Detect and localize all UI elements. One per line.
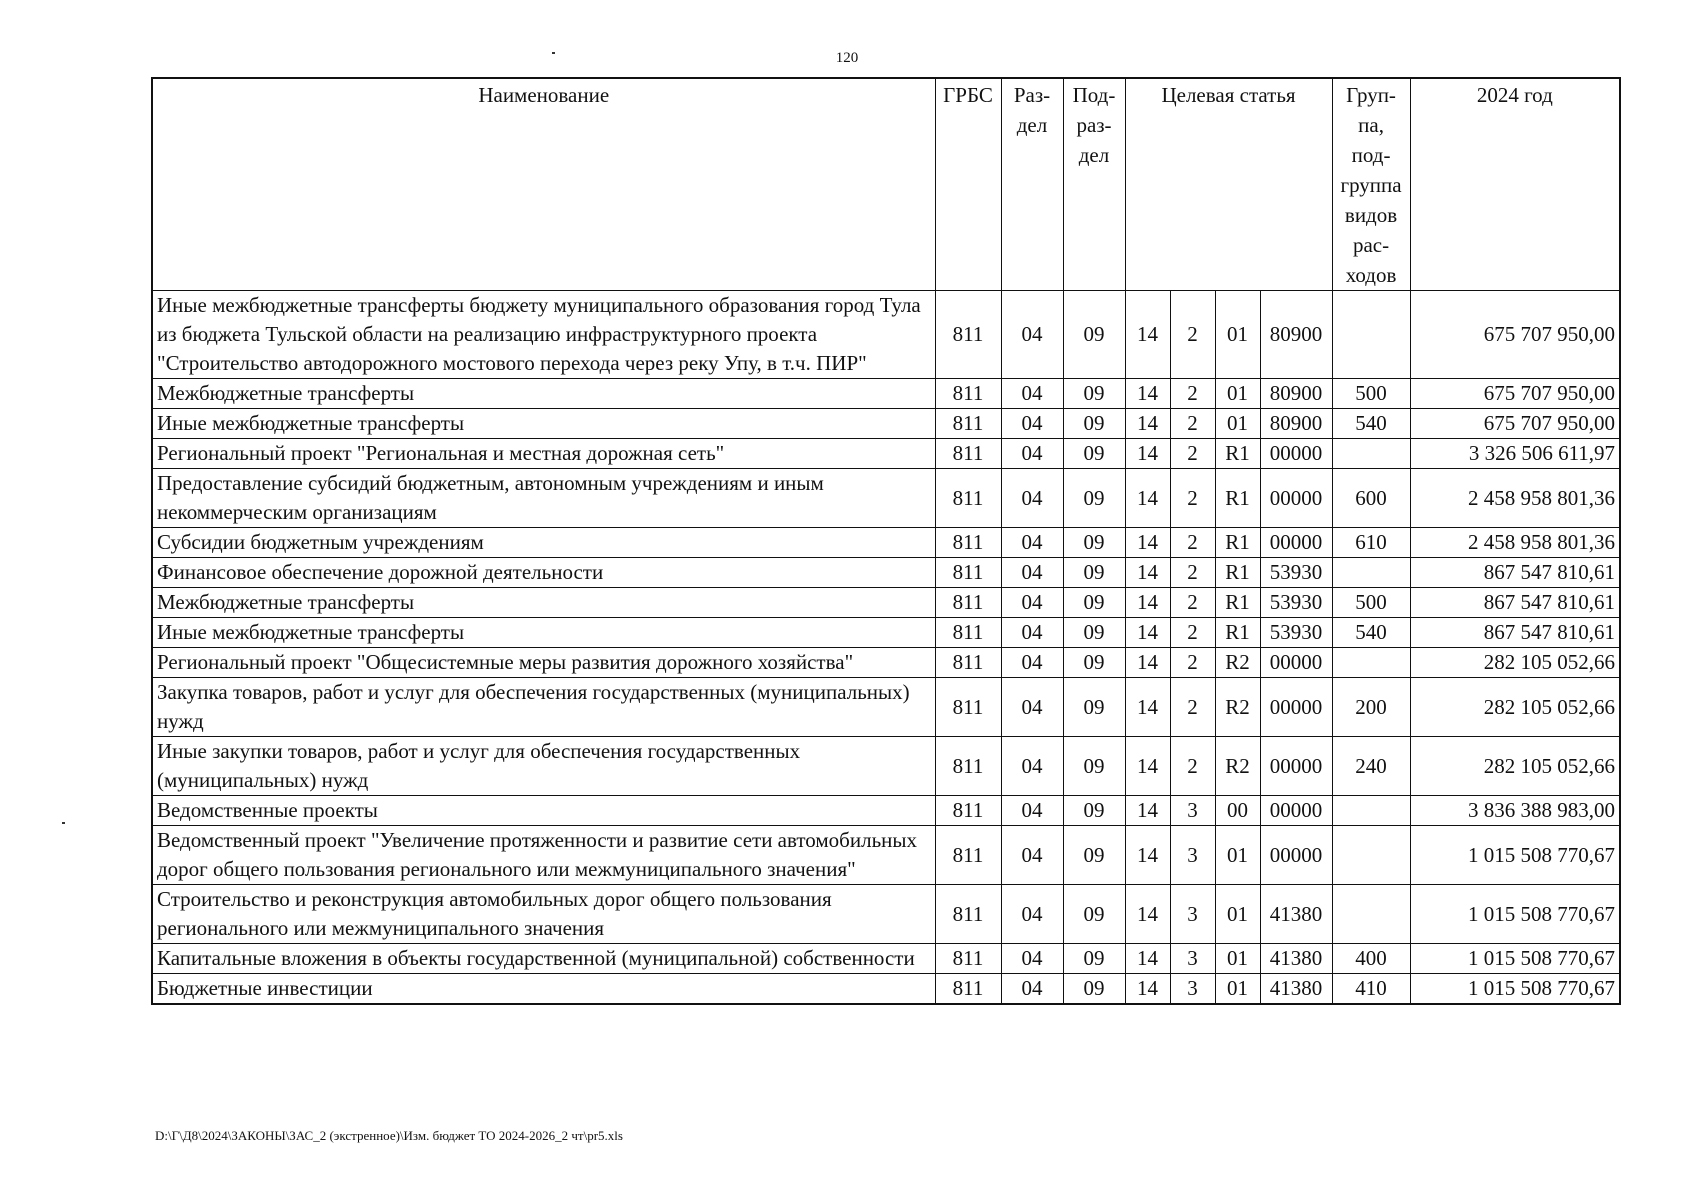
row-target-project: R2 [1215, 678, 1260, 737]
row-target-type: 2 [1170, 291, 1215, 379]
row-grbs: 811 [935, 678, 1001, 737]
row-podrazdel: 09 [1063, 974, 1125, 1005]
row-target-direction: 00000 [1260, 469, 1332, 528]
table-row [152, 379, 1620, 409]
row-name: Региональный проект "Региональная и местная дорожная сеть" [152, 439, 935, 469]
row-amount: 675 707 950,00 [1410, 379, 1620, 409]
header-podrazdel: Под- раз- дел [1063, 78, 1125, 291]
row-amount: 1 015 508 770,67 [1410, 944, 1620, 974]
row-target-program: 14 [1125, 826, 1170, 885]
row-target-program: 14 [1125, 737, 1170, 796]
row-name: Межбюджетные трансферты [152, 588, 935, 618]
row-podrazdel: 09 [1063, 528, 1125, 558]
row-expense-group: 500 [1332, 588, 1410, 618]
row-target-type: 2 [1170, 409, 1215, 439]
row-name: Иные межбюджетные трансферты бюджету муниципального образования город Тула из бюджета Тульской области на реализацию инфраструктурного проекта "Строительство автодорожного мостового перехода через реку Упу, в т.ч. ПИР" [152, 291, 935, 379]
row-podrazdel: 09 [1063, 469, 1125, 528]
row-grbs: 811 [935, 618, 1001, 648]
table-row [152, 974, 1620, 1005]
table-row [152, 678, 1620, 737]
row-target-project: R1 [1215, 588, 1260, 618]
row-target-project: 01 [1215, 885, 1260, 944]
table-row [152, 409, 1620, 439]
table-row [152, 826, 1620, 885]
row-amount: 282 105 052,66 [1410, 737, 1620, 796]
row-podrazdel: 09 [1063, 678, 1125, 737]
row-amount: 3 836 388 983,00 [1410, 796, 1620, 826]
row-target-direction: 00000 [1260, 648, 1332, 678]
row-name: Ведомственные проекты [152, 796, 935, 826]
row-podrazdel: 09 [1063, 944, 1125, 974]
row-target-program: 14 [1125, 944, 1170, 974]
row-razdel: 04 [1001, 618, 1063, 648]
row-podrazdel: 09 [1063, 409, 1125, 439]
row-target-program: 14 [1125, 439, 1170, 469]
row-podrazdel: 09 [1063, 826, 1125, 885]
row-target-project: R1 [1215, 439, 1260, 469]
row-grbs: 811 [935, 885, 1001, 944]
row-target-program: 14 [1125, 379, 1170, 409]
table-row [152, 588, 1620, 618]
row-target-project: 01 [1215, 944, 1260, 974]
row-target-direction: 41380 [1260, 944, 1332, 974]
row-amount: 282 105 052,66 [1410, 678, 1620, 737]
row-amount: 867 547 810,61 [1410, 558, 1620, 588]
row-amount: 1 015 508 770,67 [1410, 826, 1620, 885]
row-target-program: 14 [1125, 558, 1170, 588]
table-row [152, 291, 1620, 379]
header-target-article: Целевая статья [1125, 78, 1332, 291]
row-target-direction: 80900 [1260, 409, 1332, 439]
row-razdel: 04 [1001, 588, 1063, 618]
row-target-direction: 00000 [1260, 439, 1332, 469]
row-amount: 867 547 810,61 [1410, 618, 1620, 648]
row-target-type: 2 [1170, 737, 1215, 796]
row-expense-group: 540 [1332, 618, 1410, 648]
budget-table [151, 77, 1621, 1005]
row-grbs: 811 [935, 974, 1001, 1005]
row-grbs: 811 [935, 409, 1001, 439]
table-header-row [152, 78, 1620, 291]
row-razdel: 04 [1001, 796, 1063, 826]
row-target-direction: 80900 [1260, 379, 1332, 409]
row-amount: 1 015 508 770,67 [1410, 885, 1620, 944]
row-razdel: 04 [1001, 974, 1063, 1005]
row-name: Строительство и реконструкция автомобильных дорог общего пользования регионального или межмуниципального значения [152, 885, 935, 944]
row-expense-group: 200 [1332, 678, 1410, 737]
row-target-program: 14 [1125, 648, 1170, 678]
row-target-program: 14 [1125, 588, 1170, 618]
row-target-project: R2 [1215, 648, 1260, 678]
row-target-direction: 00000 [1260, 826, 1332, 885]
row-name: Капитальные вложения в объекты государственной (муниципальной) собственности [152, 944, 935, 974]
row-expense-group [1332, 826, 1410, 885]
row-target-type: 3 [1170, 885, 1215, 944]
row-expense-group [1332, 291, 1410, 379]
row-name: Финансовое обеспечение дорожной деятельности [152, 558, 935, 588]
row-podrazdel: 09 [1063, 558, 1125, 588]
row-target-direction: 00000 [1260, 528, 1332, 558]
header-name: Наименование [152, 78, 935, 291]
row-grbs: 811 [935, 826, 1001, 885]
row-razdel: 04 [1001, 944, 1063, 974]
row-razdel: 04 [1001, 409, 1063, 439]
row-expense-group: 500 [1332, 379, 1410, 409]
row-grbs: 811 [935, 439, 1001, 469]
row-target-project: 01 [1215, 379, 1260, 409]
header-grbs: ГРБС [935, 78, 1001, 291]
row-target-project: R1 [1215, 618, 1260, 648]
table-row [152, 944, 1620, 974]
row-target-project: 01 [1215, 409, 1260, 439]
row-grbs: 811 [935, 737, 1001, 796]
row-podrazdel: 09 [1063, 379, 1125, 409]
row-target-project: R2 [1215, 737, 1260, 796]
row-razdel: 04 [1001, 885, 1063, 944]
row-target-project: 01 [1215, 974, 1260, 1005]
table-row [152, 439, 1620, 469]
row-target-type: 2 [1170, 379, 1215, 409]
row-expense-group: 610 [1332, 528, 1410, 558]
row-target-type: 3 [1170, 796, 1215, 826]
row-expense-group: 240 [1332, 737, 1410, 796]
row-target-direction: 41380 [1260, 885, 1332, 944]
row-expense-group: 540 [1332, 409, 1410, 439]
row-grbs: 811 [935, 469, 1001, 528]
row-amount: 2 458 958 801,36 [1410, 528, 1620, 558]
scan-speck [62, 822, 65, 824]
row-target-direction: 00000 [1260, 678, 1332, 737]
row-grbs: 811 [935, 944, 1001, 974]
row-grbs: 811 [935, 291, 1001, 379]
row-target-direction: 53930 [1260, 618, 1332, 648]
row-target-type: 3 [1170, 944, 1215, 974]
row-target-program: 14 [1125, 796, 1170, 826]
row-target-direction: 00000 [1260, 796, 1332, 826]
row-name: Межбюджетные трансферты [152, 379, 935, 409]
row-target-project: 00 [1215, 796, 1260, 826]
row-target-direction: 53930 [1260, 588, 1332, 618]
table-row [152, 737, 1620, 796]
row-podrazdel: 09 [1063, 618, 1125, 648]
row-target-program: 14 [1125, 885, 1170, 944]
row-razdel: 04 [1001, 678, 1063, 737]
row-podrazdel: 09 [1063, 648, 1125, 678]
row-target-project: 01 [1215, 826, 1260, 885]
row-target-program: 14 [1125, 469, 1170, 528]
row-target-type: 2 [1170, 558, 1215, 588]
table-row [152, 558, 1620, 588]
row-razdel: 04 [1001, 439, 1063, 469]
row-podrazdel: 09 [1063, 737, 1125, 796]
header-razdel: Раз- дел [1001, 78, 1063, 291]
row-target-project: 01 [1215, 291, 1260, 379]
row-podrazdel: 09 [1063, 439, 1125, 469]
row-name: Субсидии бюджетным учреждениям [152, 528, 935, 558]
row-name: Закупка товаров, работ и услуг для обеспечения государственных (муниципальных) нужд [152, 678, 935, 737]
table-row [152, 648, 1620, 678]
row-target-program: 14 [1125, 974, 1170, 1005]
row-name: Иные межбюджетные трансферты [152, 409, 935, 439]
row-name: Предоставление субсидий бюджетным, автономным учреждениям и иным некоммерческим организациям [152, 469, 935, 528]
row-target-direction: 00000 [1260, 737, 1332, 796]
row-expense-group: 600 [1332, 469, 1410, 528]
row-grbs: 811 [935, 528, 1001, 558]
row-podrazdel: 09 [1063, 885, 1125, 944]
row-grbs: 811 [935, 648, 1001, 678]
scan-speck [552, 52, 555, 54]
row-target-program: 14 [1125, 528, 1170, 558]
row-target-type: 3 [1170, 826, 1215, 885]
row-target-program: 14 [1125, 618, 1170, 648]
row-target-type: 2 [1170, 618, 1215, 648]
row-podrazdel: 09 [1063, 291, 1125, 379]
row-grbs: 811 [935, 796, 1001, 826]
table-row [152, 618, 1620, 648]
row-expense-group: 400 [1332, 944, 1410, 974]
row-target-project: R1 [1215, 469, 1260, 528]
row-razdel: 04 [1001, 379, 1063, 409]
row-expense-group [1332, 885, 1410, 944]
row-target-program: 14 [1125, 409, 1170, 439]
row-target-program: 14 [1125, 291, 1170, 379]
row-name: Региональный проект "Общесистемные меры развития дорожного хозяйства" [152, 648, 935, 678]
footer-file-path: D:\Г\Д8\2024\ЗАКОНЫ\ЗАС_2 (экстренное)\Изм. бюджет ТО 2024-2026_2 чт\pr5.xls [155, 1128, 623, 1143]
row-name: Ведомственный проект "Увеличение протяженности и развитие сети автомобильных дорог общего пользования регионального или межмуниципального значения" [152, 826, 935, 885]
row-target-type: 2 [1170, 648, 1215, 678]
row-grbs: 811 [935, 588, 1001, 618]
row-target-program: 14 [1125, 678, 1170, 737]
row-razdel: 04 [1001, 558, 1063, 588]
header-year-2024: 2024 год [1410, 78, 1620, 291]
row-target-type: 2 [1170, 528, 1215, 558]
row-razdel: 04 [1001, 826, 1063, 885]
row-target-direction: 53930 [1260, 558, 1332, 588]
row-amount: 282 105 052,66 [1410, 648, 1620, 678]
row-name: Иные межбюджетные трансферты [152, 618, 935, 648]
row-amount: 3 326 506 611,97 [1410, 439, 1620, 469]
table-row [152, 796, 1620, 826]
row-podrazdel: 09 [1063, 796, 1125, 826]
row-grbs: 811 [935, 379, 1001, 409]
row-razdel: 04 [1001, 528, 1063, 558]
row-amount: 2 458 958 801,36 [1410, 469, 1620, 528]
row-target-project: R1 [1215, 558, 1260, 588]
row-name: Бюджетные инвестиции [152, 974, 935, 1005]
row-target-type: 2 [1170, 588, 1215, 618]
row-target-project: R1 [1215, 528, 1260, 558]
row-razdel: 04 [1001, 737, 1063, 796]
row-target-direction: 41380 [1260, 974, 1332, 1005]
row-grbs: 811 [935, 558, 1001, 588]
row-expense-group [1332, 796, 1410, 826]
row-amount: 1 015 508 770,67 [1410, 974, 1620, 1005]
row-target-type: 2 [1170, 678, 1215, 737]
row-razdel: 04 [1001, 469, 1063, 528]
row-amount: 867 547 810,61 [1410, 588, 1620, 618]
table-row [152, 469, 1620, 528]
header-expense-group: Груп- па, под- группа видов рас- ходов [1332, 78, 1410, 291]
row-amount: 675 707 950,00 [1410, 409, 1620, 439]
row-expense-group: 410 [1332, 974, 1410, 1005]
row-razdel: 04 [1001, 648, 1063, 678]
row-expense-group [1332, 648, 1410, 678]
row-name: Иные закупки товаров, работ и услуг для обеспечения государственных (муниципальных) нужд [152, 737, 935, 796]
row-podrazdel: 09 [1063, 588, 1125, 618]
row-expense-group [1332, 439, 1410, 469]
row-razdel: 04 [1001, 291, 1063, 379]
row-target-type: 2 [1170, 439, 1215, 469]
table-row [152, 885, 1620, 944]
row-expense-group [1332, 558, 1410, 588]
row-target-direction: 80900 [1260, 291, 1332, 379]
row-target-type: 2 [1170, 469, 1215, 528]
row-amount: 675 707 950,00 [1410, 291, 1620, 379]
row-target-type: 3 [1170, 974, 1215, 1005]
page-number: 120 [835, 50, 859, 66]
table-row [152, 528, 1620, 558]
